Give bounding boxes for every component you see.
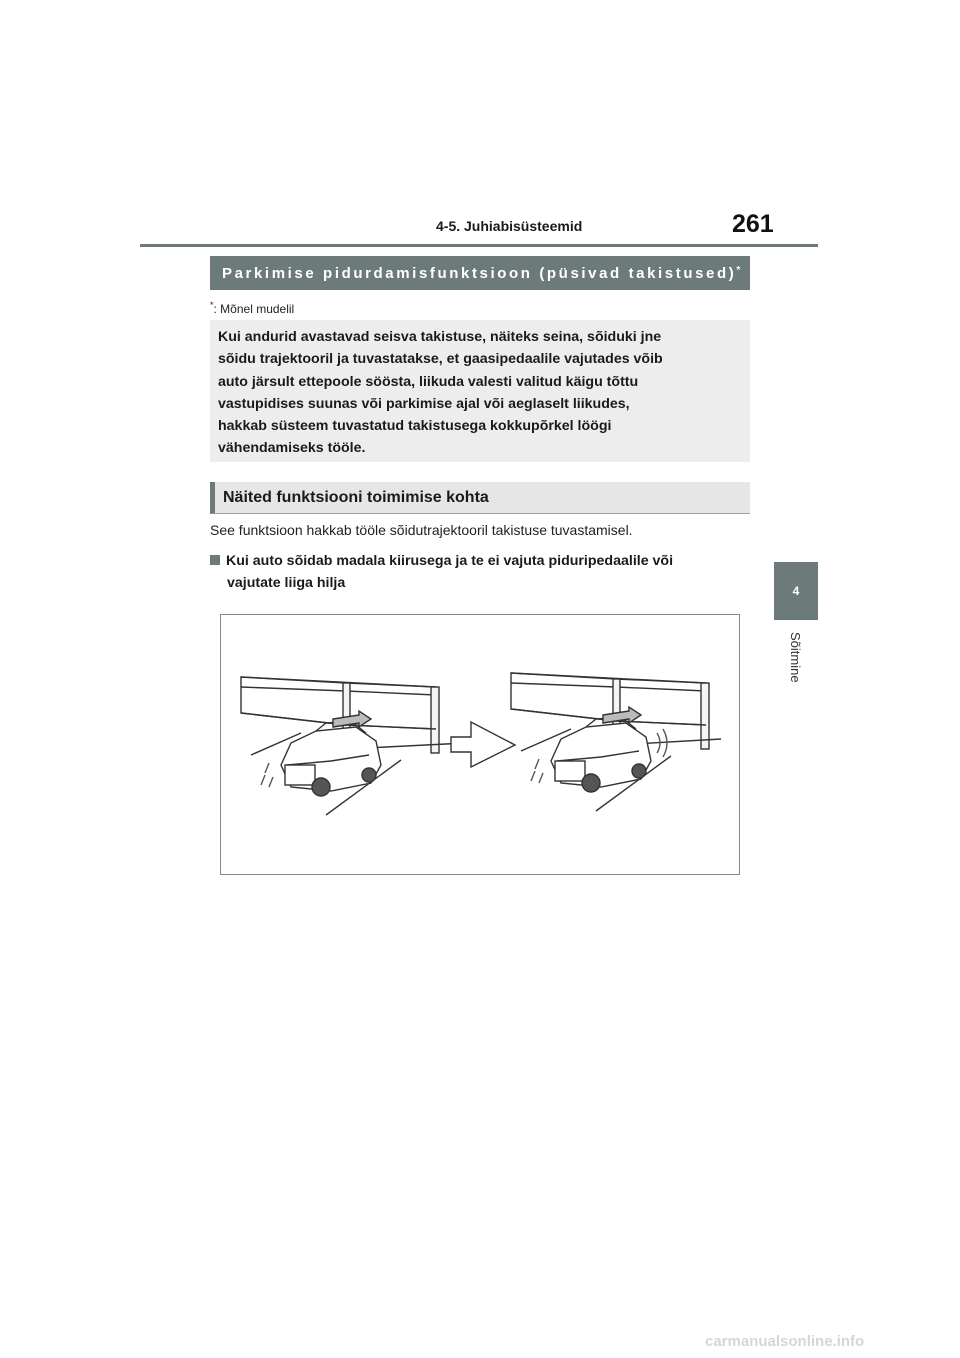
examples-section-title: Näited funktsiooni toimimise kohta: [223, 488, 489, 506]
footnote-mark: *: [210, 300, 214, 310]
sub-heading: [210, 550, 750, 594]
header-section-title: 4-5. Juhiabisüsteemid: [436, 218, 583, 234]
chapter-tab[interactable]: [774, 562, 818, 620]
footnote-text: : Mõnel mudelil: [213, 302, 295, 316]
intro-line: vastupidises suunas või parkimise ajal või aeglaselt liikudes,: [218, 395, 630, 412]
section-title: Parkimise pidurdamisfunktsioon (püsivad takistused): [222, 264, 737, 282]
chapter-number: 4: [792, 584, 800, 598]
title-footnote-mark: *: [736, 264, 741, 276]
intro-line: auto järsult ettepoole söösta, liikuda valesti valitud käigu tõttu: [218, 373, 639, 390]
parking-brake-illustration: [221, 615, 741, 876]
intro-line: Kui andurid avastavad seisva takistuse, näiteks seina, sõiduki jne: [218, 329, 662, 345]
intro-line: vähendamiseks tööle.: [218, 440, 366, 457]
intro-line: sõidu trajektooril ja tuvastatakse, et gaasipedaalile vajutades võib: [218, 351, 663, 368]
scene-right: [511, 673, 721, 811]
intro-line: hakkab süsteem tuvastatud takistusega kokkupõrkel löögi: [218, 418, 612, 435]
footnote: [210, 300, 294, 316]
transition-arrow-icon: [451, 722, 515, 767]
chapter-label: Sõitmine: [788, 632, 803, 683]
watermark: carmanualsonline.info: [705, 1333, 865, 1350]
scene-left: [241, 677, 466, 815]
square-bullet-icon: [210, 555, 220, 565]
sub-heading-line2: vajutate liiga hilja: [227, 575, 346, 591]
body-paragraph: See funktsioon hakkab tööle sõidutrajektooril takistuse tuvastamisel.: [210, 522, 633, 538]
examples-section-header: [210, 482, 750, 514]
header-rule: [140, 244, 818, 247]
illustration-figure: [220, 614, 740, 875]
intro-box: [210, 320, 750, 462]
sub-heading-line1: Kui auto sõidab madala kiirusega ja te ei vajuta piduripedaalile või: [226, 553, 674, 569]
page-number: 261: [732, 210, 774, 238]
section-title-bar: [210, 256, 750, 290]
